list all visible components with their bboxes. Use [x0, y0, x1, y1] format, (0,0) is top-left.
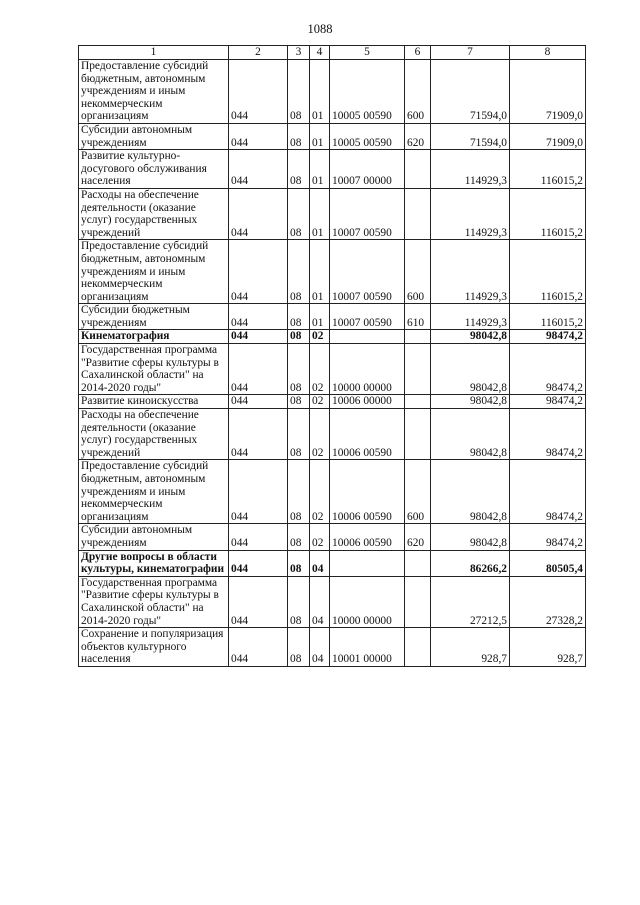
row-target-cell: [330, 550, 405, 576]
row-type-cell: 600: [405, 460, 431, 524]
row-amount-2-cell: 98474,2: [510, 409, 586, 460]
row-amount-2-cell: 27328,2: [510, 576, 586, 627]
row-name-cell: Субсидии автономным учреждениям: [79, 123, 229, 149]
table-row: [79, 150, 586, 189]
row-target-cell: 10007 00590: [330, 240, 405, 304]
row-amount-1-cell: 71594,0: [431, 123, 510, 149]
row-subsection-cell: 02: [310, 409, 330, 460]
row-subsection-cell: 02: [310, 395, 330, 409]
row-type-cell: [405, 576, 431, 627]
row-subsection-cell: 01: [310, 304, 330, 330]
table-row: [79, 550, 586, 576]
row-amount-2-cell: 928,7: [510, 628, 586, 667]
row-amount-2-cell: 98474,2: [510, 460, 586, 524]
row-type-cell: 620: [405, 123, 431, 149]
row-type-cell: [405, 628, 431, 667]
table-row: [79, 60, 586, 124]
row-code-cell: 044: [229, 460, 288, 524]
row-code-cell: 044: [229, 628, 288, 667]
column-header: 6: [405, 46, 431, 60]
row-section-cell: 08: [288, 460, 310, 524]
row-type-cell: [405, 330, 431, 344]
row-subsection-cell: 02: [310, 524, 330, 550]
row-amount-1-cell: 98042,8: [431, 330, 510, 344]
row-target-cell: 10000 00000: [330, 576, 405, 627]
table-row: [79, 330, 586, 344]
row-amount-1-cell: 928,7: [431, 628, 510, 667]
row-target-cell: [330, 330, 405, 344]
page-number: 1088: [307, 22, 333, 36]
row-subsection-cell: 01: [310, 188, 330, 239]
table-row: [79, 344, 586, 395]
row-type-cell: [405, 395, 431, 409]
table-row: [79, 395, 586, 409]
row-name-cell: Расходы на обеспечение деятельности (оказание услуг) государственных учреждений: [79, 409, 229, 460]
row-subsection-cell: 01: [310, 150, 330, 189]
row-amount-1-cell: 114929,3: [431, 240, 510, 304]
row-section-cell: 08: [288, 395, 310, 409]
row-name-cell: Предоставление субсидий бюджетным, автономным учреждениям и иным некоммерческим организациям: [79, 60, 229, 124]
row-target-cell: 10005 00590: [330, 123, 405, 149]
row-name-cell: Субсидии автономным учреждениям: [79, 524, 229, 550]
row-section-cell: 08: [288, 550, 310, 576]
row-amount-2-cell: 98474,2: [510, 344, 586, 395]
row-amount-1-cell: 98042,8: [431, 460, 510, 524]
table-row: [79, 304, 586, 330]
budget-table: [78, 45, 586, 667]
column-header: 7: [431, 46, 510, 60]
row-target-cell: 10006 00000: [330, 395, 405, 409]
row-target-cell: 10005 00590: [330, 60, 405, 124]
row-type-cell: 610: [405, 304, 431, 330]
row-section-cell: 08: [288, 344, 310, 395]
row-amount-2-cell: 98474,2: [510, 524, 586, 550]
table-row: [79, 576, 586, 627]
row-name-cell: Расходы на обеспечение деятельности (оказание услуг) государственных учреждений: [79, 188, 229, 239]
row-amount-1-cell: 114929,3: [431, 304, 510, 330]
row-code-cell: 044: [229, 524, 288, 550]
row-section-cell: 08: [288, 304, 310, 330]
row-name-cell: Государственная программа "Развитие сферы культуры в Сахалинской области" на 2014-2020 годы": [79, 576, 229, 627]
table-row: [79, 628, 586, 667]
column-header: 4: [310, 46, 330, 60]
row-amount-1-cell: 98042,8: [431, 344, 510, 395]
row-section-cell: 08: [288, 576, 310, 627]
table-row: [79, 460, 586, 524]
row-amount-1-cell: 98042,8: [431, 395, 510, 409]
row-name-cell: Субсидии бюджетным учреждениям: [79, 304, 229, 330]
row-name-cell: Предоставление субсидий бюджетным, автономным учреждениям и иным некоммерческим организациям: [79, 240, 229, 304]
row-code-cell: 044: [229, 150, 288, 189]
row-subsection-cell: 04: [310, 628, 330, 667]
row-amount-2-cell: 116015,2: [510, 304, 586, 330]
row-amount-2-cell: 71909,0: [510, 60, 586, 124]
row-amount-1-cell: 114929,3: [431, 150, 510, 189]
row-name-cell: Сохранение и популяризация объектов культурного населения: [79, 628, 229, 667]
column-header: 2: [229, 46, 288, 60]
column-header: 8: [510, 46, 586, 60]
row-amount-2-cell: 80505,4: [510, 550, 586, 576]
row-section-cell: 08: [288, 123, 310, 149]
row-amount-1-cell: 98042,8: [431, 409, 510, 460]
row-name-cell: Развитие культурно-досугового обслуживания населения: [79, 150, 229, 189]
table-header-row: [79, 46, 586, 60]
row-name-cell: Развитие киноискусства: [79, 395, 229, 409]
row-amount-1-cell: 27212,5: [431, 576, 510, 627]
table-row: [79, 524, 586, 550]
row-amount-2-cell: 116015,2: [510, 188, 586, 239]
row-code-cell: 044: [229, 330, 288, 344]
row-type-cell: 600: [405, 60, 431, 124]
row-section-cell: 08: [288, 330, 310, 344]
row-type-cell: [405, 150, 431, 189]
row-subsection-cell: 01: [310, 60, 330, 124]
row-target-cell: 10007 00590: [330, 188, 405, 239]
column-header: 3: [288, 46, 310, 60]
table-row: [79, 409, 586, 460]
row-code-cell: 044: [229, 60, 288, 124]
table-row: [79, 188, 586, 239]
row-section-cell: 08: [288, 240, 310, 304]
row-subsection-cell: 04: [310, 550, 330, 576]
row-type-cell: [405, 550, 431, 576]
row-code-cell: 044: [229, 240, 288, 304]
table-row: [79, 123, 586, 149]
row-target-cell: 10006 00590: [330, 409, 405, 460]
row-target-cell: 10000 00000: [330, 344, 405, 395]
row-section-cell: 08: [288, 409, 310, 460]
row-amount-2-cell: 98474,2: [510, 330, 586, 344]
row-subsection-cell: 02: [310, 330, 330, 344]
row-amount-1-cell: 114929,3: [431, 188, 510, 239]
row-type-cell: [405, 409, 431, 460]
row-type-cell: [405, 188, 431, 239]
row-section-cell: 08: [288, 628, 310, 667]
row-section-cell: 08: [288, 524, 310, 550]
row-code-cell: 044: [229, 304, 288, 330]
row-amount-2-cell: 116015,2: [510, 150, 586, 189]
row-name-cell: Предоставление субсидий бюджетным, автономным учреждениям и иным некоммерческим организациям: [79, 460, 229, 524]
row-name-cell: Другие вопросы в области культуры, кинематографии: [79, 550, 229, 576]
row-target-cell: 10006 00590: [330, 460, 405, 524]
row-amount-1-cell: 98042,8: [431, 524, 510, 550]
row-subsection-cell: 04: [310, 576, 330, 627]
row-amount-1-cell: 71594,0: [431, 60, 510, 124]
row-name-cell: Кинематография: [79, 330, 229, 344]
row-amount-1-cell: 86266,2: [431, 550, 510, 576]
row-target-cell: 10006 00590: [330, 524, 405, 550]
row-type-cell: 600: [405, 240, 431, 304]
row-subsection-cell: 01: [310, 123, 330, 149]
row-section-cell: 08: [288, 150, 310, 189]
row-subsection-cell: 02: [310, 460, 330, 524]
column-header: 1: [79, 46, 229, 60]
row-amount-2-cell: 71909,0: [510, 123, 586, 149]
row-type-cell: [405, 344, 431, 395]
table-row: [79, 240, 586, 304]
row-target-cell: 10007 00000: [330, 150, 405, 189]
row-amount-2-cell: 116015,2: [510, 240, 586, 304]
row-subsection-cell: 02: [310, 344, 330, 395]
row-target-cell: 10007 00590: [330, 304, 405, 330]
row-name-cell: Государственная программа "Развитие сферы культуры в Сахалинской области" на 2014-2020 годы": [79, 344, 229, 395]
row-subsection-cell: 01: [310, 240, 330, 304]
row-target-cell: 10001 00000: [330, 628, 405, 667]
row-code-cell: 044: [229, 550, 288, 576]
row-code-cell: 044: [229, 344, 288, 395]
row-section-cell: 08: [288, 60, 310, 124]
row-code-cell: 044: [229, 576, 288, 627]
row-code-cell: 044: [229, 409, 288, 460]
row-code-cell: 044: [229, 188, 288, 239]
row-type-cell: 620: [405, 524, 431, 550]
row-section-cell: 08: [288, 188, 310, 239]
row-code-cell: 044: [229, 395, 288, 409]
column-header: 5: [330, 46, 405, 60]
row-amount-2-cell: 98474,2: [510, 395, 586, 409]
row-code-cell: 044: [229, 123, 288, 149]
